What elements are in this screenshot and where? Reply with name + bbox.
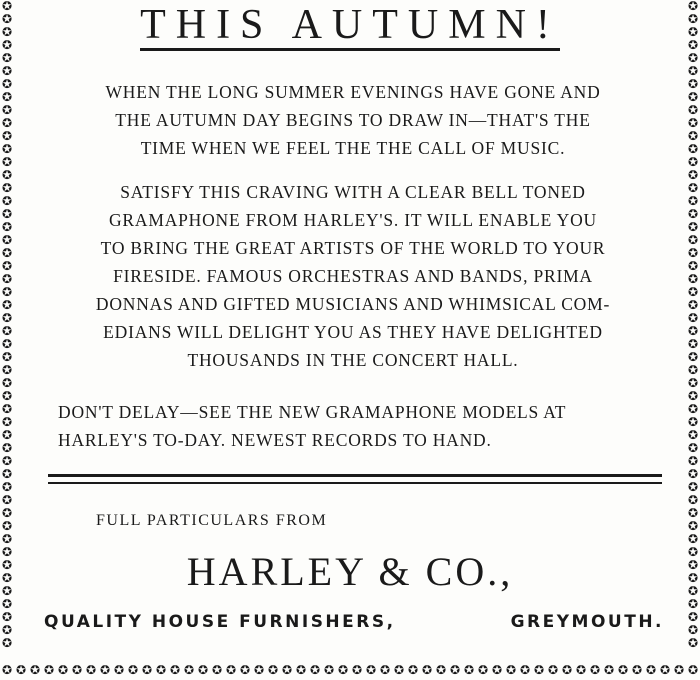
border-star-icon: ✪: [1, 194, 13, 208]
border-star-icon: ✪: [1, 233, 13, 247]
border-star-icon: ✪: [1, 285, 13, 299]
border-star-icon: ✪: [687, 363, 699, 377]
border-star-icon: ✪: [547, 662, 559, 677]
border-star-icon: ✪: [687, 103, 699, 117]
paragraph-line: TIME WHEN WE FEEL THE THE CALL OF MUSIC.: [140, 138, 566, 158]
border-star-icon: ✪: [1, 532, 13, 546]
border-star-icon: ✪: [687, 454, 699, 468]
paragraph-line: HARLEY'S TO-DAY. NEWEST RECORDS TO HAND.: [58, 430, 492, 450]
border-star-icon: ✪: [687, 532, 699, 546]
border-star-icon: ✪: [687, 506, 699, 520]
paragraph-line: SATISFY THIS CRAVING WITH A CLEAR BELL TONED: [120, 182, 586, 202]
paragraph-line: DONNAS AND GIFTED MUSICIANS AND WHIMSICAL COM-: [95, 294, 611, 314]
border-star-icon: ✪: [1, 402, 13, 416]
border-star-icon: ✪: [1, 168, 13, 182]
border-star-icon: ✪: [687, 168, 699, 182]
border-star-icon: ✪: [659, 662, 671, 677]
border-star-icon: ✪: [687, 428, 699, 442]
border-star-icon: ✪: [99, 662, 111, 677]
border-star-icon: ✪: [687, 129, 699, 143]
border-star-icon: ✪: [407, 662, 419, 677]
border-star-icon: ✪: [379, 662, 391, 677]
border-star-icon: ✪: [603, 662, 615, 677]
paragraph-line: EDIANS WILL DELIGHT YOU AS THEY HAVE DELIGHTED: [103, 322, 603, 342]
headline: [0, 2, 700, 51]
divider-rule-thick: [48, 474, 662, 477]
border-star-icon: ✪: [43, 662, 55, 677]
paragraph-gramaphone: [58, 178, 648, 374]
border-star-icon: ✪: [687, 64, 699, 78]
divider-rule-thin: [48, 482, 662, 484]
border-star-icon: ✪: [239, 662, 251, 677]
border-star-icon: ✪: [631, 662, 643, 677]
border-star-icon: ✪: [1, 129, 13, 143]
border-star-icon: ✪: [589, 662, 601, 677]
border-star-icon: ✪: [687, 441, 699, 455]
border-star-icon: ✪: [687, 402, 699, 416]
border-star-icon: ✪: [575, 662, 587, 677]
border-star-icon: ✪: [533, 662, 545, 677]
tagline-location: GREYMOUTH.: [510, 612, 664, 632]
border-star-icon: ✪: [351, 662, 363, 677]
border-star-icon: ✪: [687, 480, 699, 494]
border-star-icon: ✪: [687, 311, 699, 325]
border-star-icon: ✪: [687, 25, 699, 39]
border-star-icon: ✪: [1, 584, 13, 598]
border-star-icon: ✪: [687, 558, 699, 572]
border-star-icon: ✪: [393, 662, 405, 677]
border-star-icon: ✪: [687, 571, 699, 585]
border-star-icon: ✪: [687, 207, 699, 221]
border-star-icon: ✪: [1, 610, 13, 624]
paragraph-line: THE AUTUMN DAY BEGINS TO DRAW IN—THAT'S THE: [115, 110, 591, 130]
border-star-icon: ✪: [1, 623, 13, 637]
border-star-icon: ✪: [687, 337, 699, 351]
border-star-icon: ✪: [687, 142, 699, 156]
border-star-icon: ✪: [1, 558, 13, 572]
tagline-business: QUALITY HOUSE FURNISHERS,: [44, 612, 396, 632]
border-star-icon: ✪: [1, 90, 13, 104]
border-star-icon: ✪: [687, 493, 699, 507]
border-star-icon: ✪: [323, 662, 335, 677]
border-star-icon: ✪: [477, 662, 489, 677]
border-star-icon: ✪: [687, 623, 699, 637]
border-star-icon: ✪: [253, 662, 265, 677]
border-star-icon: ✪: [57, 662, 69, 677]
border-star-icon: ✪: [687, 77, 699, 91]
border-star-icon: ✪: [113, 662, 125, 677]
border-star-icon: ✪: [687, 636, 699, 650]
paragraph-line: WHEN THE LONG SUMMER EVENINGS HAVE GONE AND: [105, 82, 601, 102]
border-star-icon: ✪: [71, 662, 83, 677]
company-name: HARLEY & CO.,: [186, 549, 514, 594]
border-star-icon: ✪: [687, 584, 699, 598]
border-star-icon: ✪: [1, 259, 13, 273]
border-star-icon: ✪: [491, 662, 503, 677]
border-star-icon: ✪: [687, 389, 699, 403]
paragraph-line: FIRESIDE. FAMOUS ORCHESTRAS AND BANDS, PRIMA: [113, 266, 593, 286]
border-star-icon: ✪: [1, 246, 13, 260]
border-star-icon: ✪: [1, 207, 13, 221]
border-star-icon: ✪: [617, 662, 629, 677]
border-star-icon: ✪: [687, 90, 699, 104]
border-star-icon: ✪: [309, 662, 321, 677]
border-star-icon: ✪: [85, 662, 97, 677]
headline-text: THIS AUTUMN!: [140, 2, 560, 51]
border-star-icon: ✪: [673, 662, 685, 677]
border-star-icon: ✪: [1, 337, 13, 351]
border-star-icon: ✪: [1, 441, 13, 455]
border-star-icon: ✪: [519, 662, 531, 677]
paragraph-intro: [58, 78, 648, 162]
particulars-label: FULL PARTICULARS FROM: [96, 512, 328, 529]
border-star-icon: ✪: [687, 597, 699, 611]
paragraph-line: THOUSANDS IN THE CONCERT HALL.: [187, 350, 519, 370]
border-star-icon: ✪: [1, 389, 13, 403]
border-star-icon: ✪: [197, 662, 209, 677]
border-star-icon: ✪: [1, 25, 13, 39]
border-star-icon: ✪: [687, 220, 699, 234]
border-star-icon: ✪: [463, 662, 475, 677]
border-star-icon: ✪: [183, 662, 195, 677]
border-star-icon: ✪: [141, 662, 153, 677]
border-star-icon: ✪: [1, 480, 13, 494]
border-star-icon: ✪: [435, 662, 447, 677]
border-star-icon: ✪: [1, 519, 13, 533]
border-star-icon: ✪: [1, 77, 13, 91]
border-star-icon: ✪: [1, 311, 13, 325]
border-star-icon: ✪: [449, 662, 461, 677]
border-star-icon: ✪: [1, 12, 13, 26]
border-star-icon: ✪: [687, 246, 699, 260]
border-star-icon: ✪: [1, 597, 13, 611]
border-star-icon: ✪: [1, 545, 13, 559]
border-star-icon: ✪: [15, 662, 27, 677]
border-star-icon: ✪: [1, 636, 13, 650]
border-star-icon: ✪: [687, 0, 699, 13]
border-star-icon: ✪: [29, 662, 41, 677]
border-star-icon: ✪: [687, 116, 699, 130]
border-star-icon: ✪: [1, 38, 13, 52]
border-star-icon: ✪: [687, 155, 699, 169]
border-star-icon: ✪: [421, 662, 433, 677]
border-star-icon: ✪: [687, 298, 699, 312]
paragraph-line: DON'T DELAY—SEE THE NEW GRAMAPHONE MODELS AT: [58, 402, 567, 422]
border-star-icon: ✪: [1, 272, 13, 286]
border-star-icon: ✪: [365, 662, 377, 677]
border-star-icon: ✪: [505, 662, 517, 677]
border-star-icon: ✪: [687, 38, 699, 52]
border-star-icon: ✪: [687, 259, 699, 273]
paragraph-call-to-action: [58, 398, 648, 454]
border-star-icon: ✪: [1, 363, 13, 377]
border-star-icon: ✪: [1, 103, 13, 117]
border-star-icon: ✪: [687, 610, 699, 624]
border-star-icon: ✪: [295, 662, 307, 677]
border-star-icon: ✪: [1, 376, 13, 390]
border-star-icon: ✪: [169, 662, 181, 677]
border-star-icon: ✪: [337, 662, 349, 677]
bottom-star-border: [0, 660, 700, 680]
border-star-icon: ✪: [687, 376, 699, 390]
border-star-icon: ✪: [645, 662, 657, 677]
border-star-icon: ✪: [1, 64, 13, 78]
border-star-icon: ✪: [1, 220, 13, 234]
border-star-icon: ✪: [687, 233, 699, 247]
border-star-icon: ✪: [687, 519, 699, 533]
border-star-icon: ✪: [1, 415, 13, 429]
border-star-icon: ✪: [1, 51, 13, 65]
border-star-icon: ✪: [1, 116, 13, 130]
border-star-icon: ✪: [1, 571, 13, 585]
border-star-icon: ✪: [687, 272, 699, 286]
border-star-icon: ✪: [687, 324, 699, 338]
border-star-icon: ✪: [687, 467, 699, 481]
border-star-icon: ✪: [1, 454, 13, 468]
border-star-icon: ✪: [687, 194, 699, 208]
border-star-icon: ✪: [687, 285, 699, 299]
border-star-icon: ✪: [687, 181, 699, 195]
border-star-icon: ✪: [1, 428, 13, 442]
border-star-icon: ✪: [687, 415, 699, 429]
border-star-icon: ✪: [1, 155, 13, 169]
border-star-icon: ✪: [155, 662, 167, 677]
border-star-icon: ✪: [267, 662, 279, 677]
border-star-icon: ✪: [225, 662, 237, 677]
paragraph-line: TO BRING THE GREAT ARTISTS OF THE WORLD TO YOUR: [100, 238, 606, 258]
border-star-icon: ✪: [1, 298, 13, 312]
border-star-icon: ✪: [687, 51, 699, 65]
border-star-icon: ✪: [1, 181, 13, 195]
border-star-icon: ✪: [687, 545, 699, 559]
border-star-icon: ✪: [211, 662, 223, 677]
border-star-icon: ✪: [127, 662, 139, 677]
border-star-icon: ✪: [1, 506, 13, 520]
border-star-icon: ✪: [1, 467, 13, 481]
border-star-icon: ✪: [1, 142, 13, 156]
border-star-icon: ✪: [1, 350, 13, 364]
border-star-icon: ✪: [561, 662, 573, 677]
border-star-icon: ✪: [687, 662, 699, 677]
border-star-icon: ✪: [1, 493, 13, 507]
tagline: [44, 612, 664, 632]
border-star-icon: ✪: [687, 12, 699, 26]
border-star-icon: ✪: [1, 324, 13, 338]
border-star-icon: ✪: [281, 662, 293, 677]
border-star-icon: ✪: [687, 350, 699, 364]
border-star-icon: ✪: [1, 0, 13, 13]
paragraph-line: GRAMAPHONE FROM HARLEY'S. IT WILL ENABLE YOU: [108, 210, 597, 230]
border-star-icon: ✪: [1, 662, 13, 677]
